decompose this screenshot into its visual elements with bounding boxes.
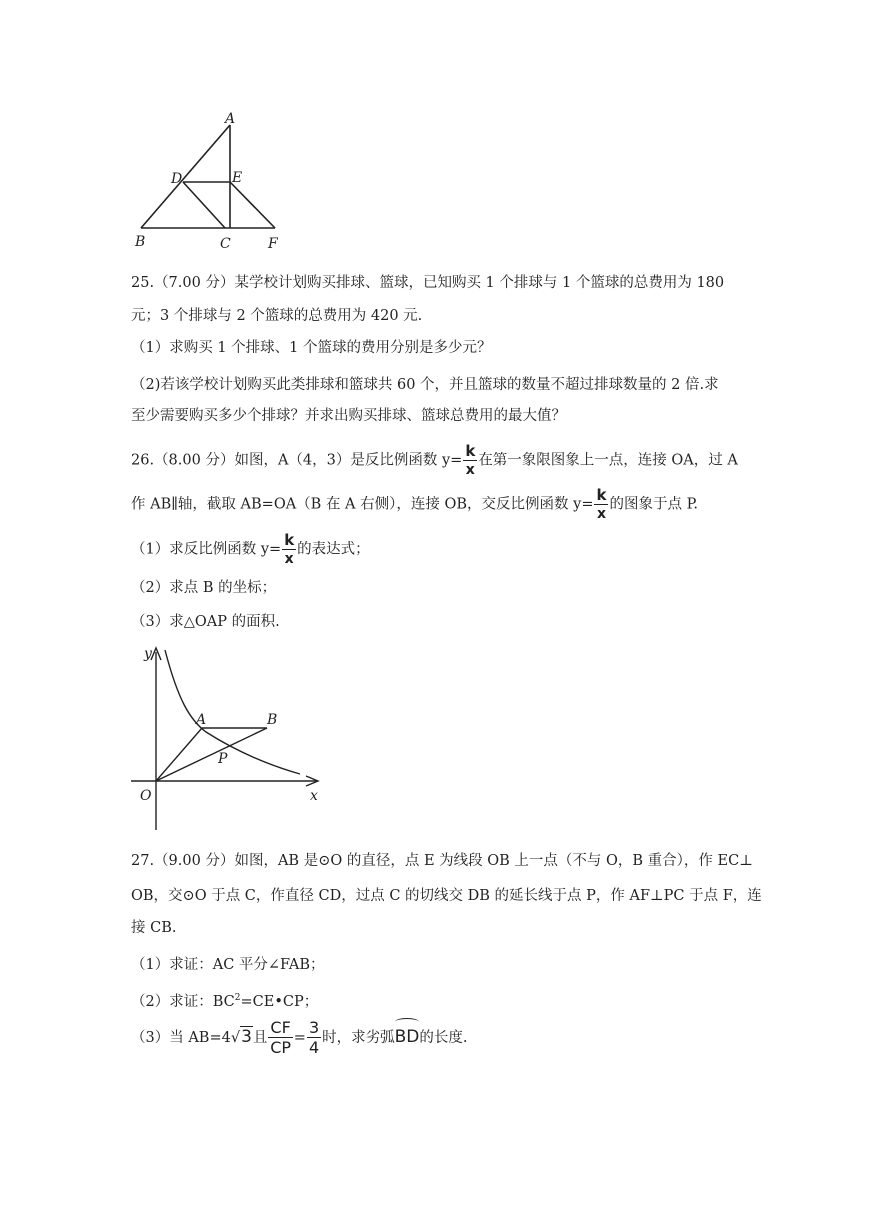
- label-b: B: [267, 712, 278, 728]
- q26-part2: （2）求点 B 的坐标；: [131, 580, 277, 596]
- q26-line1: [131, 444, 738, 477]
- frac-numerator: k: [284, 531, 295, 549]
- label-a: A: [225, 111, 236, 127]
- superscript-2: 2: [234, 993, 241, 1003]
- frac-denominator: x: [596, 506, 606, 522]
- q26-line1a: 26.（8.00 分）如图，A（4，3）是反比例函数 y=: [131, 452, 463, 469]
- q27-part2a: （2）求证：BC: [131, 993, 235, 1010]
- triangle-figure: [128, 108, 288, 253]
- fraction-k-over-x: [282, 533, 296, 566]
- q27-line2: OB，交⊙O 于点 C，作直径 CD，过点 C 的切线交 DB 的延长线于点 P，作 AF⊥PC 于点 F，连: [131, 888, 762, 904]
- radicand: 3: [241, 1027, 252, 1047]
- arc-bd: BD: [395, 1018, 420, 1052]
- label-y: y: [144, 646, 152, 662]
- q27-line3: 接 CB.: [131, 920, 177, 936]
- equals-sign: =: [293, 1030, 306, 1046]
- coordinate-graph: [128, 640, 338, 835]
- fraction-cf-over-cp: [268, 1020, 292, 1056]
- label-b: B: [135, 234, 146, 250]
- label-d: D: [171, 171, 183, 187]
- label-o: O: [140, 788, 152, 804]
- q27-part3a: （3）当 AB=4: [131, 1030, 231, 1046]
- q26-line1b: 在第一象限图象上一点，连接 OA，过 A: [478, 452, 738, 469]
- q26-line2: [131, 488, 698, 521]
- q25-part2b: 至少需要购买多少个排球？并求出购买排球、篮球总费用的最大值？: [131, 408, 566, 424]
- frac-numerator: 3: [308, 1018, 320, 1037]
- label-f: F: [268, 236, 278, 252]
- q27-part3c: 时，求劣弧: [322, 1030, 395, 1046]
- square-root: √3: [230, 1027, 252, 1047]
- q25-part2a: （2)若该学校计划购买此类排球和篮球共 60 个，并且篮球的数量不超过排球数量的 2 倍.求: [131, 377, 719, 393]
- frac-numerator: CF: [270, 1018, 291, 1037]
- label-e: E: [232, 170, 243, 186]
- q25-line1: 25.（7.00 分）某学校计划购买排球、篮球，已知购买 1 个排球与 1 个篮球的总费用为 180: [131, 275, 725, 291]
- frac-numerator: k: [465, 442, 476, 460]
- q26-part1b: 的表达式；: [297, 541, 370, 558]
- q26-line2b: 的图象于点 P.: [609, 496, 699, 513]
- frac-denominator: CP: [270, 1038, 292, 1057]
- label-p: P: [218, 751, 228, 767]
- frac-denominator: x: [465, 462, 475, 478]
- fraction-k-over-x: [594, 488, 608, 521]
- q25-line2: 元；3 个排球与 2 个篮球的总费用为 420 元.: [131, 308, 423, 324]
- label-a: A: [196, 712, 207, 728]
- q26-part3: （3）求△OAP 的面积.: [131, 614, 280, 630]
- q27-line1: 27.（9.00 分）如图，AB 是⊙O 的直径，点 E 为线段 OB 上一点（不与 O，B 重合），作 EC⊥: [131, 853, 753, 869]
- fraction-k-over-x: [463, 444, 477, 477]
- q27-part3d: 的长度.: [419, 1030, 468, 1046]
- fraction-3-over-4: [307, 1020, 321, 1056]
- q26-line2a: 作 AB∥轴，截取 AB=OA（B 在 A 右侧），连接 OB，交反比例函数 y=: [131, 496, 594, 513]
- q27-part3: [131, 1018, 468, 1056]
- frac-numerator: k: [596, 486, 607, 504]
- q27-part3b: 且: [252, 1030, 268, 1046]
- frac-denominator: x: [284, 551, 294, 567]
- q27-part1: （1）求证：AC 平分∠FAB；: [131, 957, 325, 973]
- label-c: C: [220, 236, 231, 252]
- frac-denominator: 4: [308, 1038, 320, 1057]
- q25-part1: （1）求购买 1 个排球、1 个篮球的费用分别是多少元？: [131, 340, 492, 356]
- q26-part1: [131, 533, 370, 566]
- q26-part1a: （1）求反比例函数 y=: [131, 541, 282, 558]
- q27-part2: [131, 988, 318, 1012]
- label-x: x: [310, 788, 318, 804]
- q27-part2b: =CE•CP；: [240, 993, 319, 1010]
